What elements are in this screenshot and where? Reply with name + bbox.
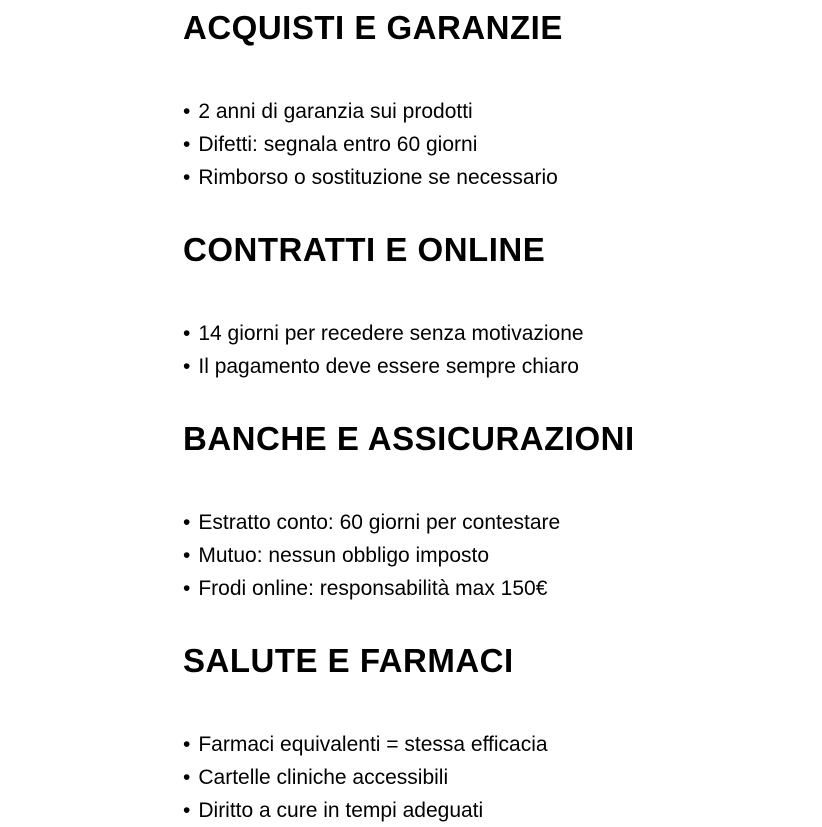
bullet-icon: • [183, 544, 191, 567]
bullet-icon: • [183, 166, 191, 189]
bullet-text: Farmaci equivalenti = stessa efficacia [198, 733, 548, 756]
bullet-item [183, 506, 802, 539]
section-title: BANCHE E ASSICURAZIONI [183, 420, 635, 457]
bullet-item [183, 539, 802, 572]
section-acquisti-e-garanzie [183, 8, 802, 194]
section-contratti-e-online [183, 230, 802, 383]
section-title: CONTRATTI E ONLINE [183, 231, 546, 268]
bullet-text: Diritto a cure in tempi adeguati [198, 799, 484, 822]
bullet-icon: • [183, 511, 191, 534]
bullet-item [183, 572, 802, 605]
bullet-icon: • [183, 733, 191, 756]
bullet-text: 2 anni di garanzia sui prodotti [198, 100, 473, 123]
section-title: ACQUISTI E GARANZIE [183, 9, 563, 46]
bullet-item [183, 317, 802, 350]
bullet-text: Estratto conto: 60 giorni per contestare [198, 511, 561, 534]
bullet-text: Mutuo: nessun obbligo imposto [198, 544, 490, 567]
bullet-list [183, 728, 802, 827]
bullet-icon: • [183, 766, 191, 789]
bullet-item [183, 728, 802, 761]
bullet-text: Difetti: segnala entro 60 giorni [198, 133, 478, 156]
bullet-list [183, 317, 802, 383]
bullet-icon: • [183, 577, 191, 600]
bullet-text: Il pagamento deve essere sempre chiaro [198, 355, 579, 378]
bullet-text: Frodi online: responsabilità max 150€ [198, 577, 548, 600]
bullet-icon: • [183, 133, 191, 156]
bullet-icon: • [183, 799, 191, 822]
section-salute-e-farmaci [183, 641, 802, 827]
bullet-item [183, 794, 802, 827]
bullet-icon: • [183, 100, 191, 123]
section-title: SALUTE E FARMACI [183, 642, 514, 679]
bullet-text: Cartelle cliniche accessibili [198, 766, 449, 789]
bullet-item [183, 128, 802, 161]
bullet-icon: • [183, 322, 191, 345]
bullet-item [183, 761, 802, 794]
bullet-list [183, 506, 802, 605]
bullet-text: 14 giorni per recedere senza motivazione [198, 322, 584, 345]
bullet-item [183, 350, 802, 383]
bullet-text: Rimborso o sostituzione se necessario [198, 166, 558, 189]
bullet-list [183, 95, 802, 194]
bullet-item [183, 161, 802, 194]
bullet-item [183, 95, 802, 128]
section-banche-e-assicurazioni [183, 419, 802, 605]
bullet-icon: • [183, 355, 191, 378]
